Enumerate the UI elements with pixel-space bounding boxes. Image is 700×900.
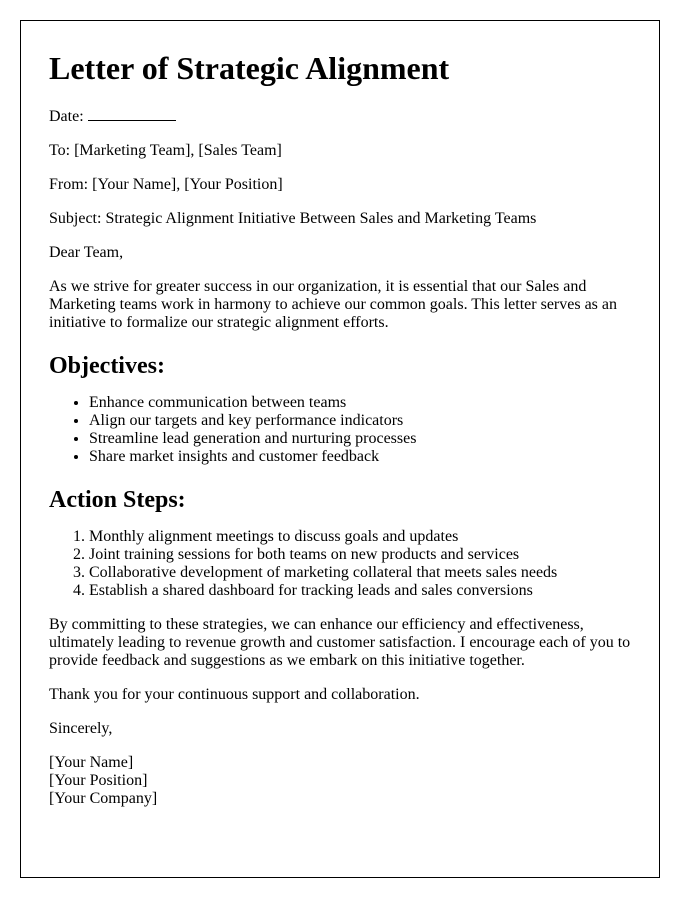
date-line xyxy=(49,107,631,126)
action-step-item: 4. Establish a shared dashboard for tracking leads and sales conversions xyxy=(89,582,631,600)
letter-document xyxy=(20,20,660,878)
objective-item: • Enhance communication between teams xyxy=(89,394,631,412)
action-step-item: 1. Monthly alignment meetings to discuss goals and updates xyxy=(89,528,631,546)
from-line: From: [Your Name], [Your Position] xyxy=(49,176,283,193)
to-line: To: [Marketing Team], [Sales Team] xyxy=(49,142,282,159)
salutation: Dear Team, xyxy=(49,244,124,261)
signature-name: [Your Name] xyxy=(49,754,134,771)
objective-item: • Streamline lead generation and nurturing processes xyxy=(89,430,631,448)
letter-title: Letter of Strategic Alignment xyxy=(49,50,450,86)
subject-line: Subject: Strategic Alignment Initiative Between Sales and Marketing Teams xyxy=(49,210,537,227)
objectives-list xyxy=(49,394,631,466)
objective-item: • Align our targets and key performance indicators xyxy=(89,412,631,430)
action-step-item: 2. Joint training sessions for both teams on new products and services xyxy=(89,546,631,564)
action-step-item: 3. Collaborative development of marketing collateral that meets sales needs xyxy=(89,564,631,582)
signature-company: [Your Company] xyxy=(49,790,158,807)
objective-item: • Share market insights and customer feedback xyxy=(89,448,631,466)
signoff: Sincerely, xyxy=(49,720,113,737)
signature-block xyxy=(49,754,631,808)
intro-paragraph: As we strive for greater success in our organization, it is essential that our Sales and Marketing teams work in harmony to achieve our common goals. This letter serves as an initiative to formalize our strategic alignment efforts. xyxy=(49,278,617,331)
action-steps-heading: Action Steps: xyxy=(49,487,186,513)
date-label: Date: xyxy=(49,108,84,125)
thanks-line: Thank you for your continuous support and collaboration. xyxy=(49,686,420,703)
objectives-heading: Objectives: xyxy=(49,353,165,379)
closing-paragraph: By committing to these strategies, we can enhance our efficiency and effectiveness, ultimately leading to revenue growth and customer satisfaction. I encourage each of you to provide feedback and suggestions as we embark on this initiative together. xyxy=(49,616,631,669)
date-blank xyxy=(88,107,176,121)
signature-position: [Your Position] xyxy=(49,772,148,789)
action-steps-list xyxy=(49,528,631,600)
